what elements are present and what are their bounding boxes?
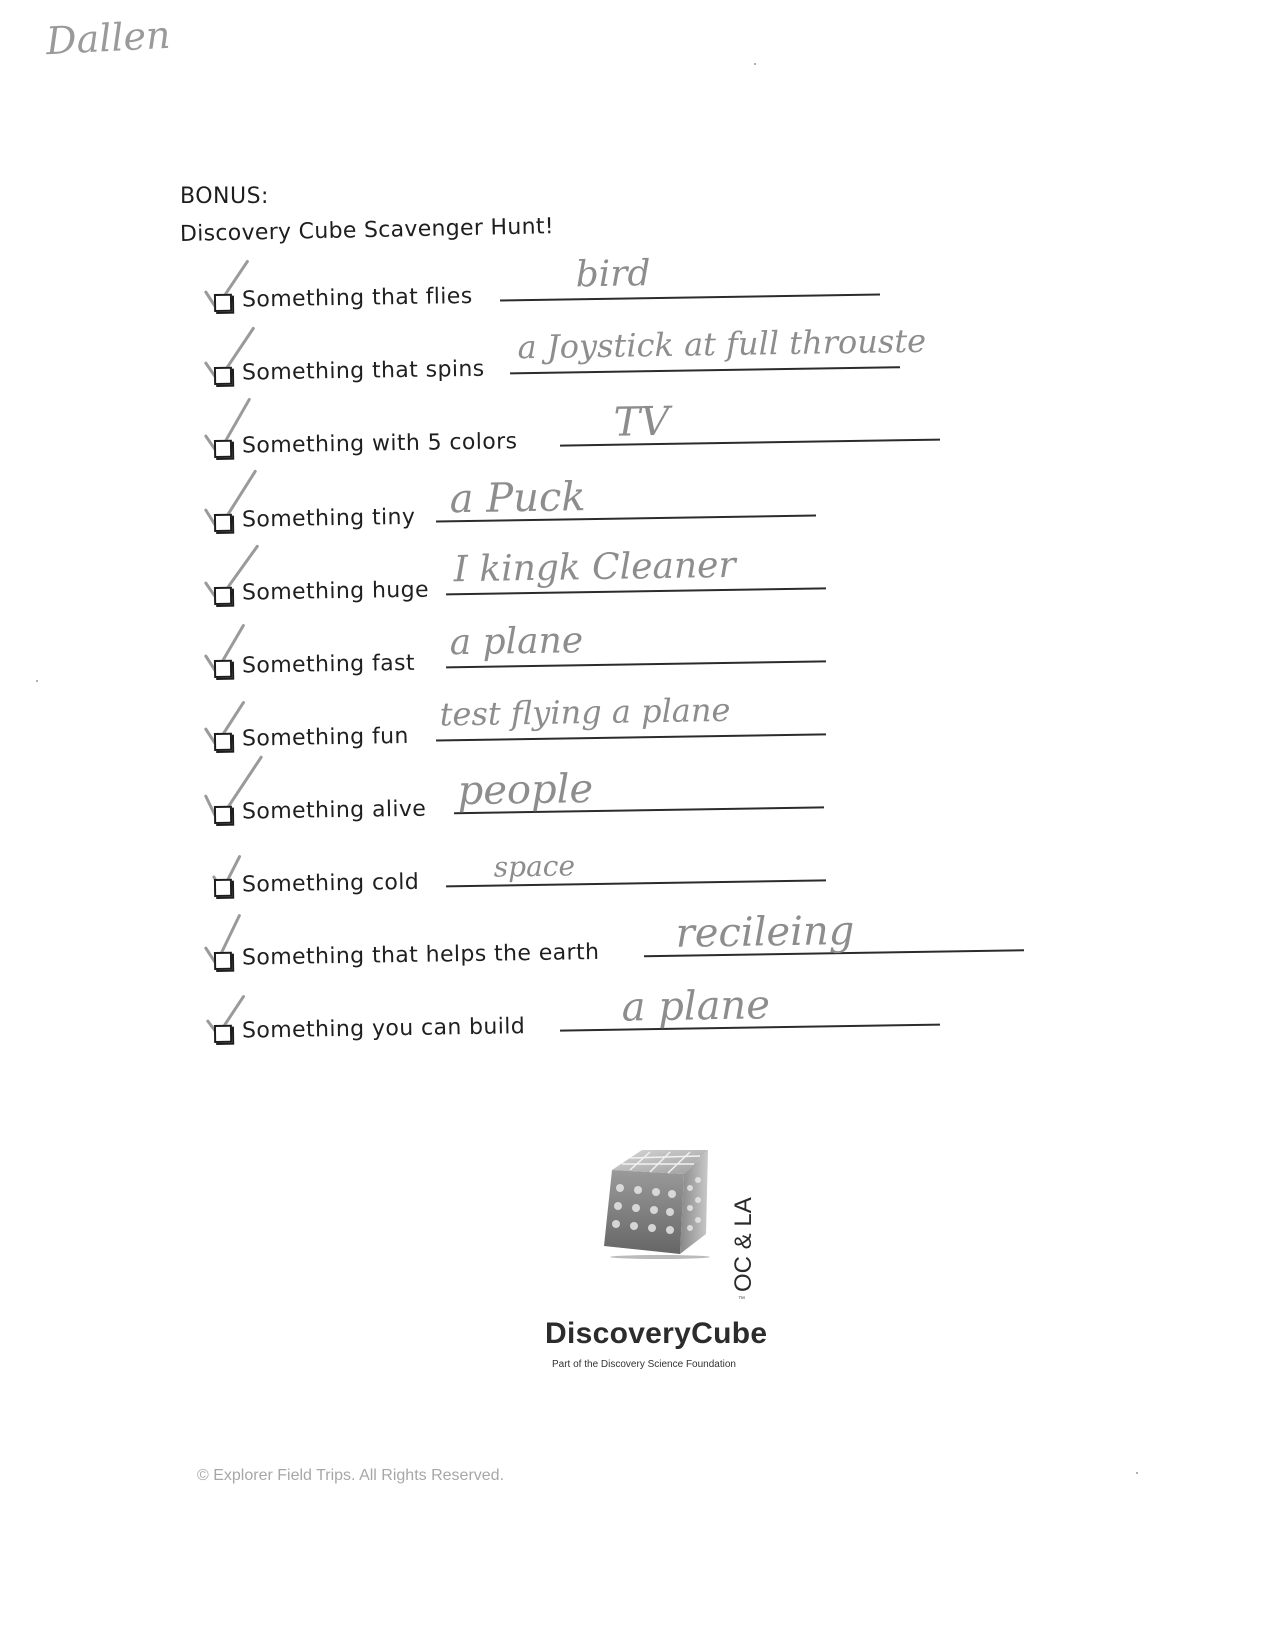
checkbox[interactable] (214, 952, 232, 970)
item-answer: a plane (449, 620, 584, 664)
checklist-item-cold (214, 849, 855, 905)
checkbox[interactable] (214, 294, 232, 312)
item-answer: recileing (675, 907, 855, 957)
checkbox[interactable] (214, 879, 232, 897)
checkbox[interactable] (214, 1025, 232, 1043)
checklist-item-alive (214, 766, 855, 832)
checklist-item-spins (214, 321, 1115, 393)
checkbox[interactable] (214, 733, 232, 751)
item-prompt: Something alive (241, 796, 427, 825)
scan-speck (1136, 1472, 1138, 1474)
item-prompt: Something that helps the earth (241, 939, 600, 971)
checklist-item-tiny (214, 474, 855, 540)
item-answer: I kingk Cleaner (453, 544, 736, 591)
checkbox[interactable] (214, 806, 232, 824)
item-prompt: Something huge (241, 577, 430, 606)
checkbox[interactable] (214, 367, 232, 385)
checklist-item-flies (214, 253, 895, 320)
answer-line (500, 294, 880, 302)
item-prompt: Something fun (241, 723, 409, 752)
page-title: BONUS: (180, 184, 269, 209)
checkbox[interactable] (214, 660, 232, 678)
checklist-item-helps-earth (214, 907, 1075, 978)
answer-line (436, 733, 826, 741)
checkbox[interactable] (214, 514, 232, 532)
page-subtitle: Discovery Cube Scavenger Hunt! (179, 214, 555, 247)
student-name: Dallen (44, 12, 172, 64)
item-answer: a Joystick at full throuste (517, 321, 927, 367)
checklist-item-fast (214, 620, 855, 686)
scan-speck (754, 63, 756, 65)
item-prompt: Something that spins (241, 356, 485, 386)
item-prompt: Something tiny (241, 504, 416, 533)
item-prompt: Something that flies (241, 283, 473, 313)
item-prompt: Something cold (241, 869, 420, 898)
item-answer: bird (575, 253, 651, 296)
brand-tagline: Part of the Discovery Science Foundation (552, 1359, 736, 1370)
checklist-item-build (214, 982, 975, 1051)
item-answer: space (493, 849, 576, 884)
locations-label: OC & LA (730, 1197, 757, 1292)
trademark-symbol: ™ (738, 1296, 745, 1303)
scan-speck (36, 680, 38, 682)
checklist-item-huge (214, 544, 935, 613)
copyright-notice: © Explorer Field Trips. All Rights Reserved. (197, 1467, 505, 1484)
item-prompt: Something you can build (241, 1014, 526, 1044)
checklist-item-fun (214, 690, 895, 759)
checkbox[interactable] (214, 587, 232, 605)
checkbox[interactable] (214, 440, 232, 458)
item-prompt: Something fast (241, 650, 416, 679)
item-answer: people (457, 766, 594, 815)
answer-line (510, 366, 900, 374)
checklist-item-colors (214, 398, 975, 466)
item-prompt: Something with 5 colors (241, 429, 518, 459)
item-answer: a Puck (449, 474, 586, 523)
item-answer: TV (613, 398, 670, 446)
brand-name: DiscoveryCube (545, 1317, 768, 1350)
item-answer: test flying a plane (439, 690, 731, 734)
item-answer: a plane (621, 982, 771, 1031)
